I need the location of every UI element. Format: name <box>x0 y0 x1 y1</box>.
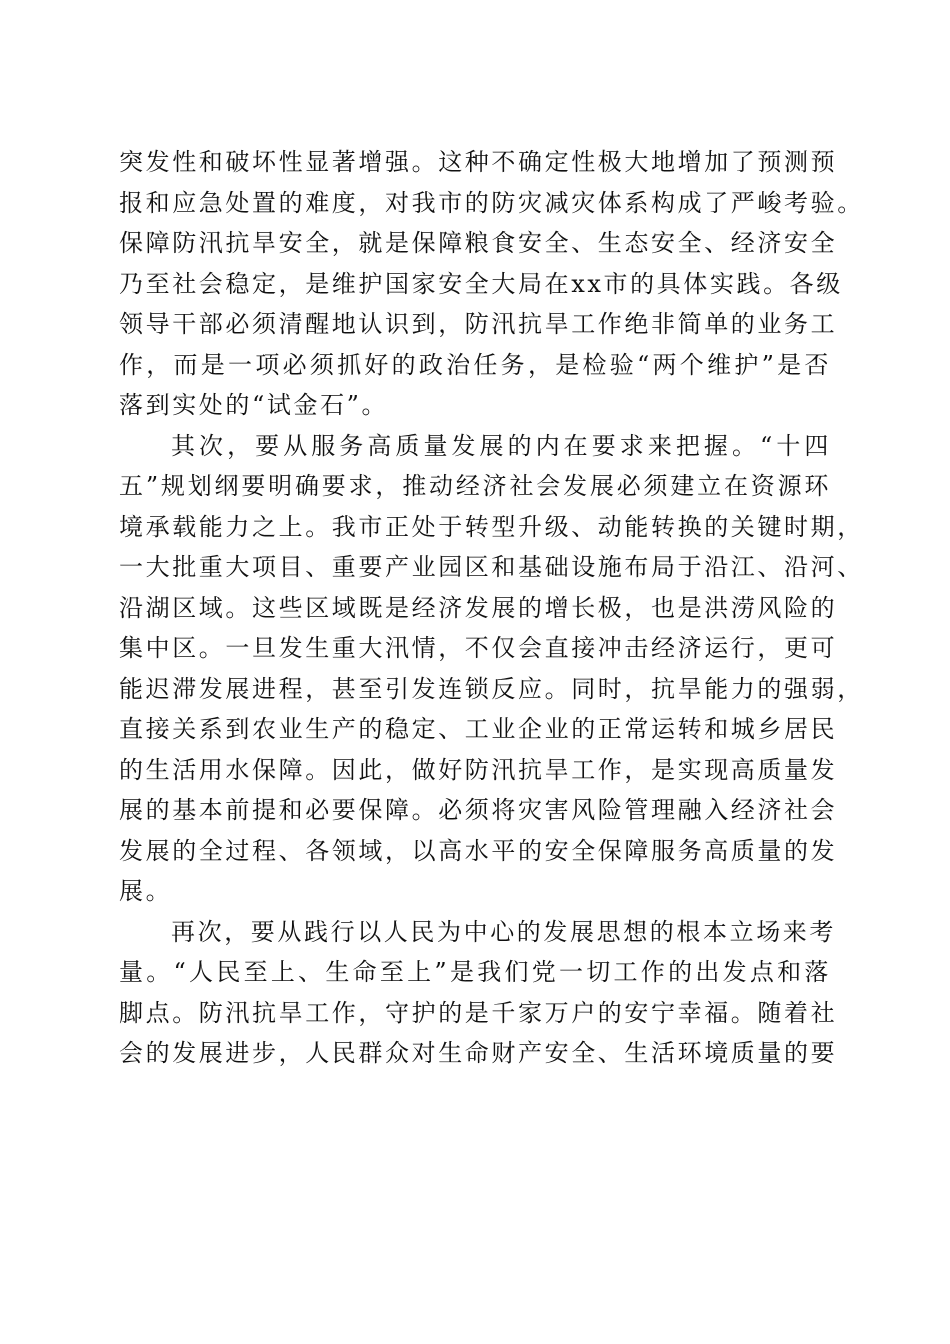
text-line: 一大批重大项目、重要产业园区和基础设施布局于沿江、沿河、 <box>119 553 864 581</box>
paragraph <box>119 426 864 912</box>
text-line: 会的发展进步，人民群众对生命财产安全、生活环境质量的要 <box>119 1039 838 1067</box>
text-line: 脚点。防汛抗旱工作，守护的是千家万户的安宁幸福。随着社 <box>119 998 838 1027</box>
text-line: 的生活用水保障。因此，做好防汛抗旱工作，是实现高质量发 <box>119 755 838 784</box>
text-line: 作，而是一项必须抓好的政治任务，是检验“两个维护”是否 <box>119 350 831 379</box>
text-line: 直接关系到农业生产的稳定、工业企业的正常运转和城乡居民 <box>119 715 838 743</box>
text-line: 五”规划纲要明确要求，推动经济社会发展必须建立在资源环 <box>119 472 831 500</box>
text-line: 突发性和破坏性显著增强。这种不确定性极大地增加了预测预 <box>119 148 838 176</box>
text-line: 落到实处的“试金石”。 <box>119 391 389 419</box>
text-line: 报和应急处置的难度，对我市的防灾减灾体系构成了严峻考验。 <box>119 188 864 217</box>
text-line: 能迟滞发展进程，甚至引发连锁反应。同时，抗旱能力的强弱， <box>119 674 864 703</box>
text-line: 沿湖区域。这些区域既是经济发展的增长极，也是洪涝风险的 <box>119 593 838 622</box>
text-line: 保障防汛抗旱安全，就是保障粮食安全、生态安全、经济安全 <box>119 229 838 257</box>
paragraph <box>119 142 864 426</box>
text-line: 其次，要从服务高质量发展的内在要求来把握。“十四 <box>171 431 831 460</box>
text-line: 展的基本前提和必要保障。必须将灾害风险管理融入经济社会 <box>119 796 838 824</box>
document-body <box>119 142 864 1074</box>
text-line: 再次，要从践行以人民为中心的发展思想的根本立场来考 <box>171 917 836 946</box>
text-line: 量。“人民至上、生命至上”是我们党一切工作的出发点和落 <box>119 958 831 986</box>
text-line: 发展的全过程、各领域，以高水平的安全保障服务高质量的发 <box>119 836 838 865</box>
text-line: 领导干部必须清醒地认识到，防汛抗旱工作绝非简单的业务工 <box>119 310 838 338</box>
text-line: 乃至社会稳定，是维护国家安全大局在xx市的具体实践。各级 <box>119 269 843 298</box>
text-line: 境承载能力之上。我市正处于转型升级、动能转换的关键时期， <box>119 512 864 541</box>
paragraph <box>119 912 838 1074</box>
text-line: 集中区。一旦发生重大汛情，不仅会直接冲击经济运行，更可 <box>119 634 838 662</box>
text-line: 展。 <box>119 877 173 905</box>
